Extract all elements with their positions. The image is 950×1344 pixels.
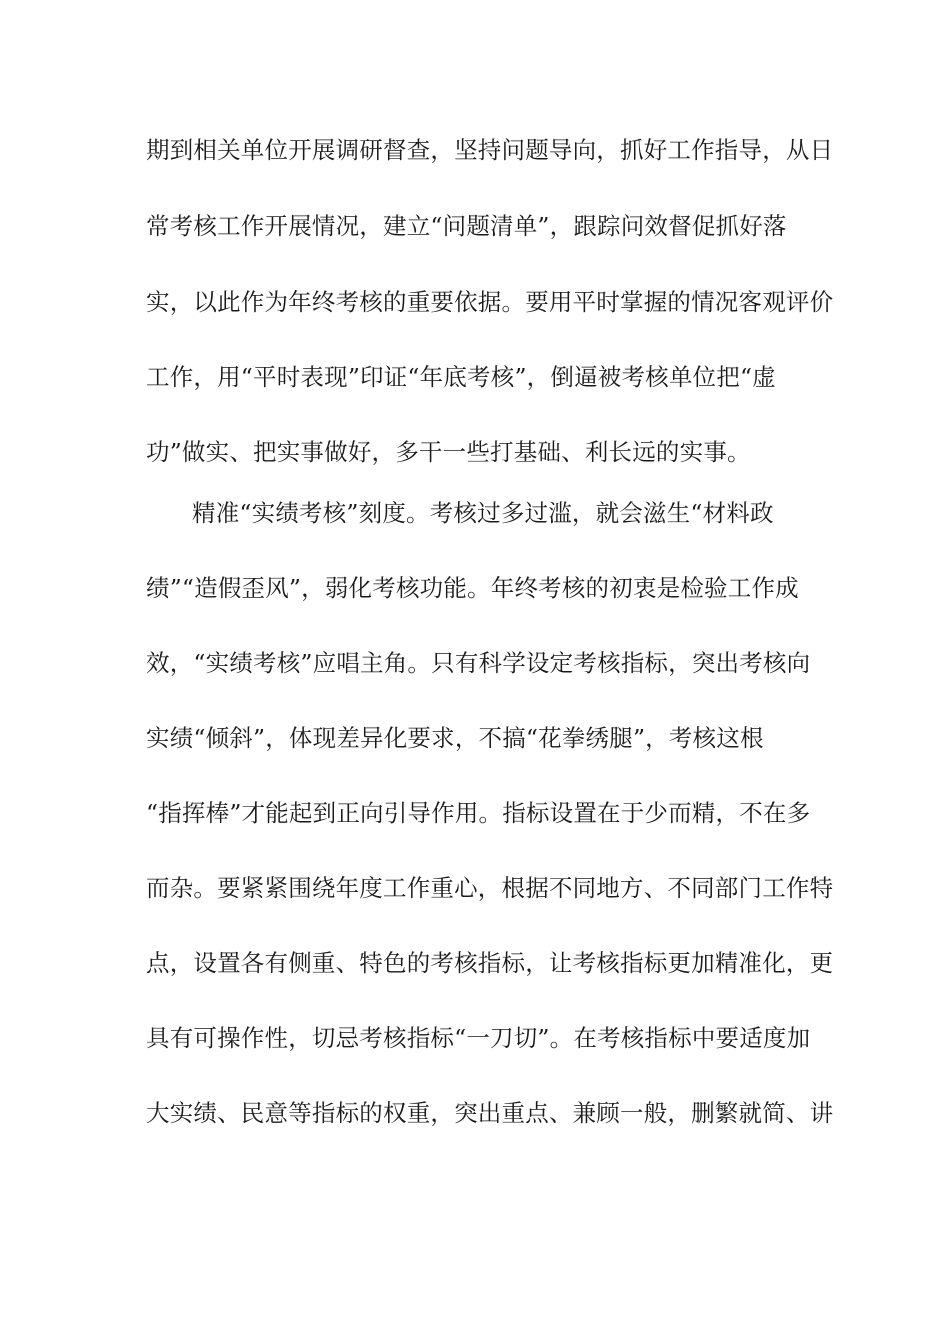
text-line: “指挥棒”才能起到正向引导作用。指标设置在于少而精，不在多 — [146, 799, 811, 827]
text-line: 效，“实绩考核”应唱主角。只有科学设定考核指标，突出考核向 — [146, 649, 811, 677]
paragraph-first-line: 精准“实绩考核”刻度。考核过多过滥，就会滋生“材料政 — [192, 499, 774, 527]
text-line: 实绩“倾斜”，体现差异化要求，不搞“花拳绣腿”，考核这根 — [146, 724, 764, 752]
text-line: 绩”“造假歪风”，弱化考核功能。年终考核的初衷是检验工作成 — [146, 574, 799, 602]
text-line: 而杂。要紧紧围绕年度工作重心，根据不同地方、不同部门工作特 — [146, 874, 834, 902]
text-line: 点，设置各有侧重、特色的考核指标，让考核指标更加精准化，更 — [146, 949, 834, 977]
text-line: 常考核工作开展情况，建立“问题清单”，跟踪问效督促抓好落 — [146, 212, 787, 240]
text-line: 大实绩、民意等指标的权重，突出重点、兼顾一般，删繁就简、讲 — [146, 1099, 834, 1127]
text-line: 功”做实、把实事做好，多干一些打基础、利长远的实事。 — [146, 438, 751, 466]
text-line: 具有可操作性，切忌考核指标“一刀切”。在考核指标中要适度加 — [146, 1024, 811, 1052]
text-line: 实，以此作为年终考核的重要依据。要用平时掌握的情况客观评价 — [146, 288, 834, 316]
text-line: 期到相关单位开展调研督查，坚持问题导向，抓好工作指导，从日 — [146, 136, 834, 164]
text-line: 工作，用“平时表现”印证“年底考核”，倒逼被考核单位把“虚 — [146, 363, 776, 391]
